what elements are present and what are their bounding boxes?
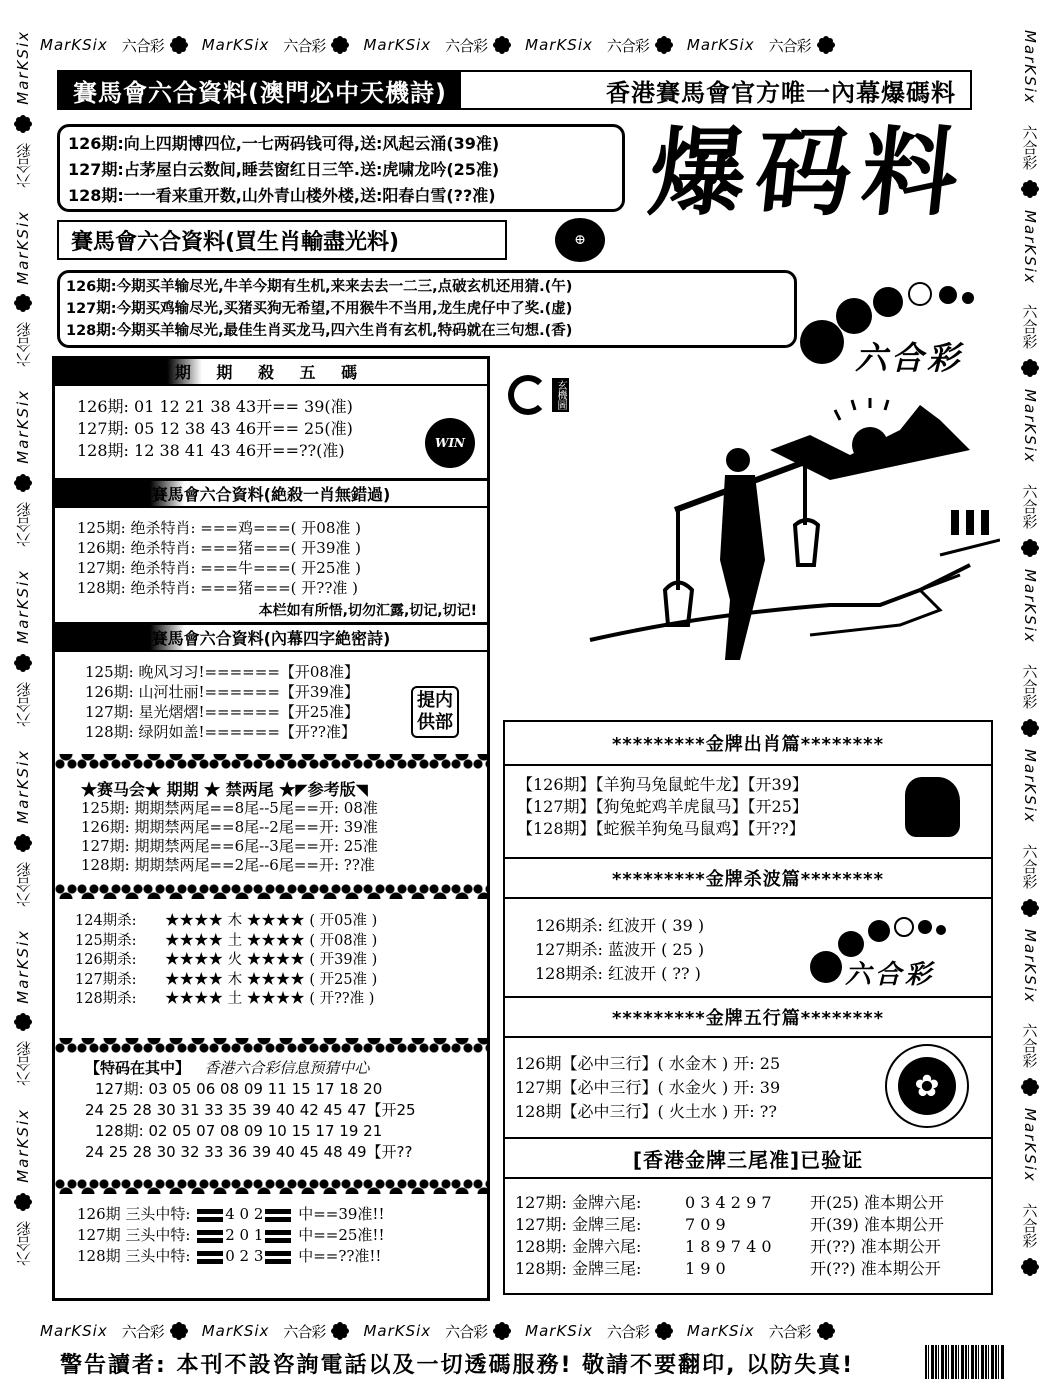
flower-icon bbox=[14, 1013, 32, 1031]
kill-one-row: 126期: 绝杀特肖: ===猪===( 开39准 ) bbox=[77, 539, 362, 557]
stamp-line: 供部 bbox=[417, 712, 453, 733]
brand-zh: 六合彩 bbox=[1020, 843, 1039, 889]
kill-five-header-text: 期 期 殺 五 碼 bbox=[174, 363, 368, 382]
four-char-header-text: 賽馬會六合資料(內幕四字絶密詩) bbox=[151, 629, 391, 648]
kill-element-row: 127期杀: ★★★★ 木 ★★★★ ( 开25准 ) bbox=[75, 971, 378, 988]
brand-en: MarKSix bbox=[14, 209, 32, 285]
poem-line: 127期:占茅屋白云数间,睡芸窗红日三竿.送:虎啸龙吟(25准) bbox=[68, 160, 500, 179]
gold-elements-header: *********金牌五行篇******** bbox=[505, 996, 991, 1038]
stars-icon: ★★★★ bbox=[246, 913, 305, 929]
gold-tails-row: 128期: 金牌三尾: 1 9 0 开(??) 准本期公开 bbox=[515, 1259, 941, 1278]
left-column bbox=[52, 356, 490, 1301]
flower-icon bbox=[170, 1322, 188, 1340]
lhc-logo-text: 六合彩 bbox=[845, 960, 936, 990]
kill-five-row: 126期: 01 12 21 38 43开== 39(准) bbox=[77, 397, 353, 416]
three-heads-row: 126期 三头中特: 4 0 2 中==39准!! bbox=[77, 1205, 385, 1223]
brand-zh: 六合彩 bbox=[14, 502, 33, 548]
flower-icon bbox=[1021, 180, 1039, 198]
poem-box bbox=[57, 124, 625, 212]
kill-five-rows bbox=[77, 396, 353, 462]
illustration-badge: 玄機圖 bbox=[552, 378, 569, 412]
lhc-logo-text: 六合彩 bbox=[855, 339, 964, 377]
stars-icon: ★★★★ bbox=[165, 952, 223, 968]
kill-one-note: 本栏如有所悟,切勿汇露,切记,切记! bbox=[258, 603, 477, 619]
title-bar bbox=[57, 70, 972, 110]
mascot-silhouette-icon bbox=[905, 777, 960, 837]
gold-zodiac-header: *********金牌出肖篇******** bbox=[505, 722, 991, 766]
kill-element-row: 124期杀: ★★★★ 木 ★★★★ ( 开05准 ) bbox=[75, 913, 378, 929]
flower-icon bbox=[331, 36, 349, 54]
ban-tails-row: 127期: 期期禁两尾==6尾--3尾==开: 25准 bbox=[81, 837, 378, 855]
win-logo-icon: WIN bbox=[425, 418, 475, 468]
brand-en: MarKSix bbox=[201, 1322, 270, 1340]
kill-one-row: 127期: 绝杀特肖: ===牛===( 开25准 ) bbox=[77, 559, 362, 577]
gold-tails-header: [香港金牌三尾准]已验证 bbox=[505, 1137, 991, 1179]
flower-icon bbox=[331, 1322, 349, 1340]
brand-zh: 六合彩 bbox=[1020, 1202, 1039, 1248]
flower-icon bbox=[14, 294, 32, 312]
ban-tails-row: 128期: 期期禁两尾==2尾--6尾==开: ??准 bbox=[81, 856, 375, 874]
brand-zh: 六合彩 bbox=[283, 1322, 326, 1341]
gold-wave-row: 126期杀: 红波开 ( 39 ) bbox=[535, 916, 705, 935]
gold-wave-rows bbox=[535, 914, 704, 986]
flower-icon bbox=[14, 1193, 32, 1211]
ornament-divider bbox=[55, 754, 487, 772]
ban-two-tails-title: ★赛马会★ 期期 ★ 禁两尾 ★◤参考版◥ bbox=[81, 780, 368, 799]
stars-icon: ★★★★ bbox=[165, 913, 223, 929]
brand-zh: 六合彩 bbox=[14, 1041, 33, 1087]
brand-zh: 六合彩 bbox=[445, 1322, 488, 1341]
gold-tails-rows bbox=[515, 1192, 944, 1280]
kill-five-header bbox=[55, 356, 487, 386]
flower-icon bbox=[14, 115, 32, 133]
gold-elements-row: 127期【必中三行】( 水金火 ) 开: 39 bbox=[515, 1078, 781, 1097]
brand-en: MarKSix bbox=[201, 36, 270, 54]
four-char-row: 127期: 星光熠熠!======【开25准】 bbox=[85, 703, 359, 721]
zodiac-banner-text: 賽馬會六合資料(買生肖輸盡光料) bbox=[71, 229, 400, 255]
ornament-divider bbox=[55, 1038, 487, 1056]
brand-zh: 六合彩 bbox=[768, 1322, 811, 1341]
flower-icon bbox=[817, 36, 835, 54]
brand-en: MarKSix bbox=[1021, 748, 1039, 824]
brand-zh: 六合彩 bbox=[14, 1220, 33, 1266]
brand-zh: 六合彩 bbox=[1020, 1023, 1039, 1069]
stars-icon: ★★★★ bbox=[165, 971, 223, 988]
four-char-rows bbox=[85, 662, 359, 742]
brand-zh: 六合彩 bbox=[606, 1322, 649, 1341]
flower-icon bbox=[1021, 539, 1039, 557]
brand-en: MarKSix bbox=[1021, 928, 1039, 1004]
stars-icon: ★★★★ bbox=[246, 952, 305, 968]
three-heads-row: 128期 三头中特: 0 2 3 中==??准!! bbox=[77, 1247, 382, 1265]
stars-icon: ★★★★ bbox=[246, 991, 305, 1007]
gold-tails-row: 128期: 金牌六尾: 1 8 9 7 4 0 开(??) 准本期公开 bbox=[515, 1237, 941, 1256]
farmer-landscape-illustration bbox=[500, 360, 1000, 715]
brand-en: MarKSix bbox=[525, 36, 593, 54]
three-heads-rows bbox=[77, 1204, 384, 1267]
kill-element-rows bbox=[75, 912, 377, 1010]
special-code-row: 24 25 28 30 32 33 36 39 40 45 48 49【开?? bbox=[85, 1143, 413, 1161]
brand-zh: 六合彩 bbox=[606, 36, 649, 55]
gold-zodiac-row: 【126期】【羊狗马兔鼠蛇牛龙】【开39】 bbox=[517, 775, 808, 794]
left-border-strip bbox=[8, 30, 38, 1338]
flower-icon bbox=[170, 36, 188, 54]
gold-elements-row: 126期【必中三行】( 水金木 ) 开: 25 bbox=[515, 1054, 781, 1073]
title-right-banner: 香港賽馬會官方唯一內幕爆碼料 bbox=[606, 77, 956, 107]
special-code-row: 127期: 03 05 06 08 09 11 15 17 18 20 bbox=[95, 1080, 383, 1098]
stamp-line: 提内 bbox=[417, 690, 453, 711]
zodiac-line: 128期:今期买羊输尽光,最佳生肖买龙马,四六生肖有玄机,特码就在三句想.(香) bbox=[66, 323, 573, 339]
brand-zh: 六合彩 bbox=[768, 36, 811, 55]
internal-stamp bbox=[411, 686, 459, 738]
brand-en: MarKSix bbox=[363, 1322, 432, 1340]
brand-zh: 六合彩 bbox=[121, 1322, 164, 1341]
kill-five-row: 127期: 05 12 38 43 46开== 25(准) bbox=[77, 419, 353, 438]
gold-zodiac-row: 【128期】【蛇猴羊狗兔马鼠鸡】【开??】 bbox=[517, 819, 805, 838]
brand-zh: 六合彩 bbox=[121, 36, 164, 55]
poem-line: 126期:向上四期博四位,一七两码钱可得,送:风起云涌(39准) bbox=[68, 134, 500, 153]
bottom-border-strip bbox=[40, 1318, 1013, 1344]
trigram-icon bbox=[197, 1251, 223, 1264]
brand-en: MarKSix bbox=[1021, 569, 1039, 644]
gold-wave-row: 128期杀: 红波开 ( ?? ) bbox=[535, 964, 701, 983]
trigram-icon bbox=[197, 1230, 223, 1243]
brand-en: MarKSix bbox=[40, 36, 108, 54]
special-code-row: 128期: 02 05 07 08 09 10 15 17 19 21 bbox=[95, 1122, 383, 1140]
kill-one-header bbox=[55, 478, 487, 508]
brand-zh: 六合彩 bbox=[14, 681, 33, 727]
brand-en: MarKSix bbox=[14, 389, 32, 465]
brand-zh: 六合彩 bbox=[14, 142, 33, 188]
brand-zh: 六合彩 bbox=[1020, 663, 1039, 709]
four-char-row: 125期: 晚风习习!======【开08准】 bbox=[85, 663, 359, 681]
kill-one-rows bbox=[77, 518, 361, 598]
ornament-divider bbox=[55, 1176, 487, 1194]
flower-icon bbox=[655, 1322, 673, 1340]
flower-icon bbox=[1021, 1078, 1039, 1096]
brand-zh: 六合彩 bbox=[14, 322, 33, 368]
big-title: 爆码料 bbox=[644, 116, 974, 229]
brand-en: MarKSix bbox=[1021, 389, 1039, 465]
brand-zh: 六合彩 bbox=[283, 36, 326, 55]
brand-en: MarKSix bbox=[14, 30, 32, 105]
illustration bbox=[500, 360, 1000, 715]
bauhinia-emblem-icon: ✿ bbox=[885, 1044, 969, 1128]
gold-tails-row: 127期: 金牌三尾: 7 0 9 开(39) 准本期公开 bbox=[515, 1215, 944, 1234]
flower-icon bbox=[14, 834, 32, 852]
four-char-row: 128期: 绿阴如盖!======【开??准】 bbox=[85, 723, 356, 741]
gold-zodiac-row: 【127期】【狗兔蛇鸡羊虎鼠马】【开25】 bbox=[517, 797, 808, 816]
turtle-emblem-icon: ⊕ bbox=[555, 218, 605, 262]
brand-en: MarKSix bbox=[40, 1322, 108, 1340]
brand-zh: 六合彩 bbox=[1020, 124, 1039, 170]
brand-zh: 六合彩 bbox=[1020, 304, 1039, 350]
kill-element-row: 126期杀: ★★★★ 火 ★★★★ ( 开39准 ) bbox=[75, 952, 378, 968]
title-left-banner: 賽馬會六合資料(澳門必中天機詩) bbox=[59, 72, 461, 108]
special-code-block bbox=[85, 1058, 416, 1163]
flower-icon bbox=[655, 36, 673, 54]
gold-wave-row: 127期杀: 蓝波开 ( 25 ) bbox=[535, 940, 705, 959]
kill-one-row: 128期: 绝杀特肖: ===猪===( 开??准 ) bbox=[77, 579, 359, 597]
poem-line: 128期:一一看来重开数,山外青山楼外楼,送:阳春白雪(??准) bbox=[68, 186, 496, 205]
zodiac-line: 126期:今期买羊输尽光,牛羊今期有生机,来来去去一二三,点破玄机还用猜.(午) bbox=[66, 279, 573, 295]
brand-en: MarKSix bbox=[686, 1322, 755, 1340]
right-panel bbox=[503, 720, 993, 1295]
brand-en: MarKSix bbox=[14, 748, 32, 824]
flower-icon bbox=[493, 36, 511, 54]
ornament-divider bbox=[55, 881, 487, 899]
trigram-icon bbox=[197, 1209, 223, 1222]
gold-elements-row: 128期【必中三行】( 火土水 ) 开: ?? bbox=[515, 1102, 777, 1121]
kill-one-header-text: 賽馬會六合資料(絶殺一肖無錯過) bbox=[151, 485, 391, 504]
ban-tails-row: 126期: 期期禁两尾==8尾--2尾==开: 39准 bbox=[81, 818, 378, 836]
zodiac-box bbox=[57, 270, 797, 348]
brand-zh: 六合彩 bbox=[445, 36, 488, 55]
brand-en: MarKSix bbox=[14, 569, 32, 644]
flower-icon bbox=[1021, 719, 1039, 737]
stars-icon: ★★★★ bbox=[165, 991, 223, 1007]
brand-en: MarKSix bbox=[525, 1322, 593, 1340]
gold-elements-rows bbox=[515, 1052, 780, 1124]
special-code-row: 24 25 28 30 31 33 35 39 40 42 45 47【开25 bbox=[85, 1101, 416, 1119]
stars-icon: ★★★★ bbox=[246, 971, 305, 988]
brand-en: MarKSix bbox=[14, 928, 32, 1004]
kill-five-row: 128期: 12 38 41 43 46开==??(准) bbox=[77, 441, 345, 460]
ban-tails-row: 125期: 期期禁两尾==8尾--5尾==开: 08准 bbox=[81, 799, 378, 817]
kill-element-row: 125期杀: ★★★★ 土 ★★★★ ( 开08准 ) bbox=[75, 932, 378, 949]
brand-en: MarKSix bbox=[14, 1108, 32, 1183]
kill-one-row: 125期: 绝杀特肖: ===鸡===( 开08准 ) bbox=[77, 519, 362, 537]
brand-en: MarKSix bbox=[1021, 1108, 1039, 1183]
stars-icon: ★★★★ bbox=[165, 932, 223, 949]
gold-zodiac-rows bbox=[517, 774, 808, 840]
three-heads-row: 127期 三头中特: 2 0 1 中==25准!! bbox=[77, 1226, 385, 1244]
ban-two-tails bbox=[81, 780, 378, 875]
flower-icon bbox=[14, 474, 32, 492]
trigram-icon bbox=[265, 1230, 291, 1243]
zodiac-line: 127期:今期买鸡输尽光,买猪买狗无希望,不用猴牛不当用,龙生虎仔中了奖.(虚) bbox=[66, 301, 573, 317]
four-char-row: 126期: 山河壮丽!======【开39准】 bbox=[85, 683, 359, 701]
four-char-header bbox=[55, 622, 487, 652]
brand-en: MarKSix bbox=[363, 36, 432, 54]
flower-icon bbox=[493, 1322, 511, 1340]
zodiac-banner bbox=[57, 220, 507, 260]
kill-element-row: 128期杀: ★★★★ 土 ★★★★ ( 开??准 ) bbox=[75, 991, 375, 1007]
trigram-icon bbox=[265, 1251, 291, 1264]
special-code-title: 【特码在其中】 香港六合彩信息预猜中心 bbox=[85, 1059, 370, 1077]
brand-zh: 六合彩 bbox=[1020, 484, 1039, 530]
flower-icon bbox=[1021, 1258, 1039, 1276]
gold-tails-row: 127期: 金牌六尾: 0 3 4 2 9 7 开(25) 准本期公开 bbox=[515, 1193, 944, 1212]
right-border-strip bbox=[1015, 30, 1045, 1338]
brand-zh: 六合彩 bbox=[14, 861, 33, 907]
barcode-icon bbox=[925, 1345, 1005, 1379]
flower-icon bbox=[1021, 899, 1039, 917]
flower-icon bbox=[1021, 359, 1039, 377]
trigram-icon bbox=[265, 1209, 291, 1222]
footer-warning: 警告讀者: 本刊不設咨詢電話以及一切透碼服務! 敬請不要翻印, 以防失真! bbox=[60, 1353, 855, 1378]
gold-wave-header: *********金牌杀波篇******** bbox=[505, 857, 991, 899]
flower-icon bbox=[14, 654, 32, 672]
brand-en: MarKSix bbox=[686, 36, 755, 54]
brand-en: MarKSix bbox=[1021, 30, 1039, 105]
flower-icon bbox=[817, 1322, 835, 1340]
top-border-strip bbox=[40, 32, 1013, 58]
brand-en: MarKSix bbox=[1021, 209, 1039, 285]
stars-icon: ★★★★ bbox=[246, 932, 305, 949]
